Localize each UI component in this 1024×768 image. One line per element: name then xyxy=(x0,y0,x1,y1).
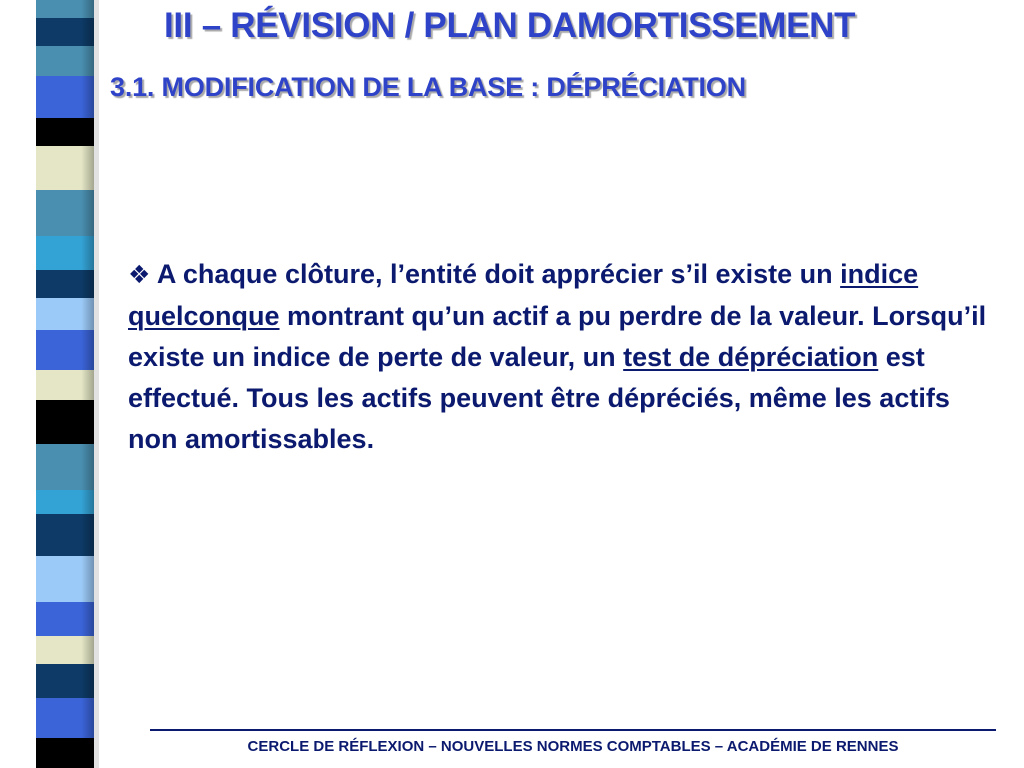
body-text-part-1: A chaque clôture, l’entité doit apprécier s’il existe un xyxy=(150,259,841,289)
test-de-depreciation-underlined: test de dépréciation xyxy=(623,342,879,372)
indice-quelconque-underlined: indice quelconque xyxy=(128,259,919,331)
body-text-part-2: montrant qu’un actif a pu perdre de la valeur. Lorsqu’il existe un indice de perte de valeur, un xyxy=(128,301,987,372)
footer-divider xyxy=(150,729,996,731)
slide-subtitle: 3.1. MODIFICATION DE LA BASE : DÉPRÉCIATION xyxy=(110,72,746,102)
body-paragraph xyxy=(128,254,988,460)
decorative-stripe-bar xyxy=(0,0,112,768)
diamond-bullet-icon: ❖ xyxy=(128,261,151,289)
body-text-part-3: est effectué. Tous les actifs peuvent être dépréciés, même les actifs non amortissables. xyxy=(128,342,950,454)
slide-title: III – RÉVISION / PLAN DAMORTISSEMENT xyxy=(164,6,856,45)
footer-text: CERCLE DE RÉFLEXION – NOUVELLES NORMES COMPTABLES – ACADÉMIE DE RENNES xyxy=(247,738,899,755)
